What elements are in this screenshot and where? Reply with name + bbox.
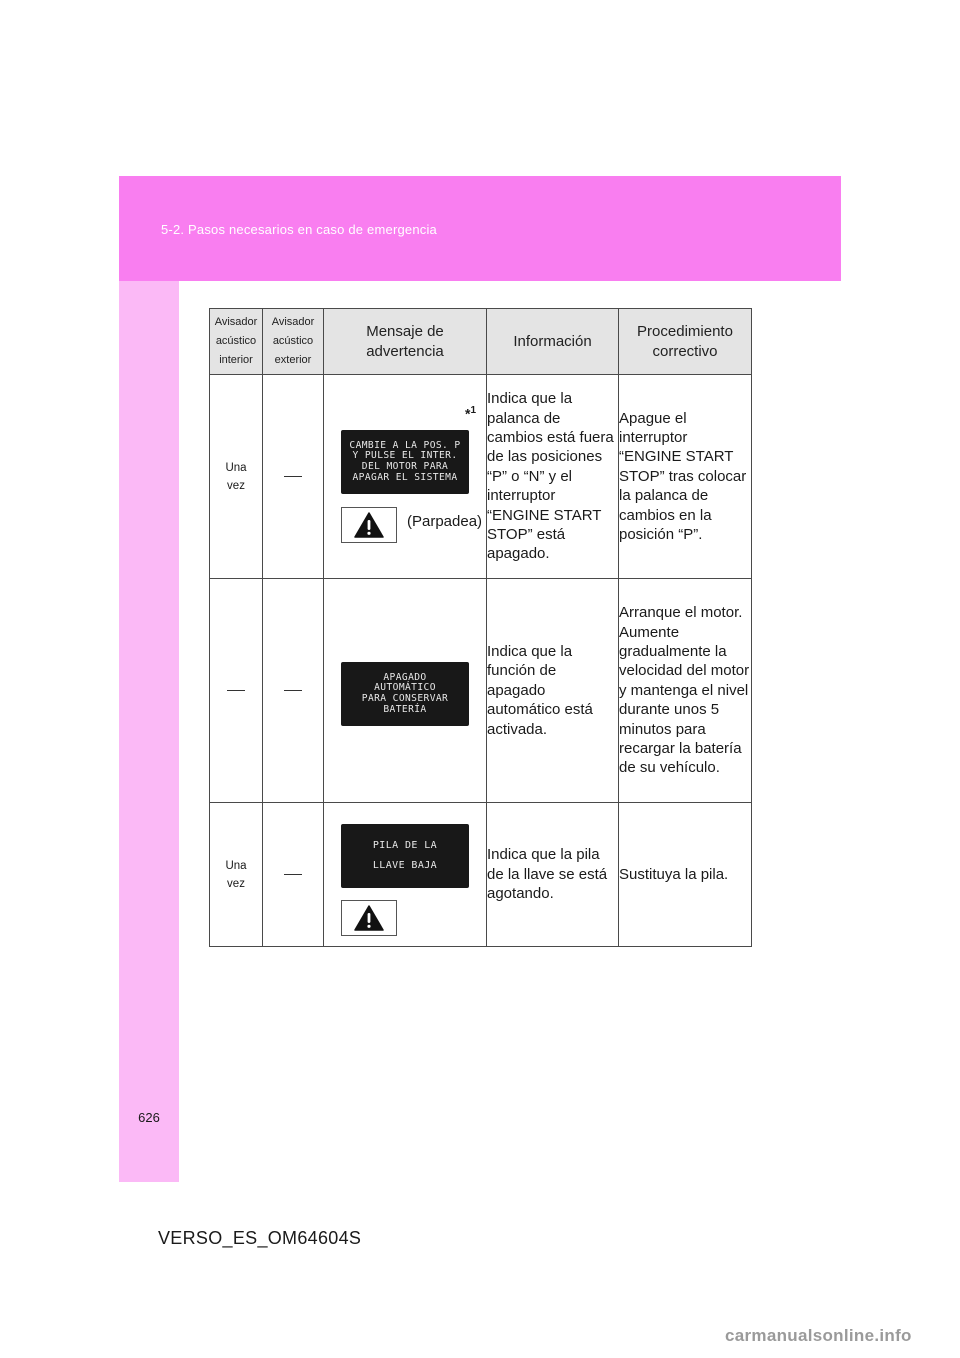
table-row [210, 375, 752, 579]
exterior-buzzer-cell [263, 375, 324, 579]
section-header-band [119, 176, 841, 281]
interior-buzzer-cell [210, 579, 263, 803]
lcd-message-display: PILA DE LA LLAVE BAJA [341, 824, 469, 888]
warning-message-cell [324, 375, 487, 579]
procedure-cell: Sustituya la pila. [619, 803, 752, 947]
side-margin-band [119, 281, 179, 1182]
header-warning-message: Mensaje de advertencia [324, 309, 487, 375]
footnote-mark: *$^1$ [464, 405, 476, 422]
information-cell: Indica que la función de apagado automático está activada. [487, 579, 619, 803]
header-information: Información [487, 309, 619, 375]
interior-buzzer-cell: Una vez [210, 803, 263, 947]
header-procedure: Procedimiento correctivo [619, 309, 752, 375]
header-interior-buzzer: Avisador acústico interior [210, 309, 263, 375]
master-warning-icon [341, 900, 397, 936]
document-code: VERSO_ES_OM64604S [158, 1228, 362, 1248]
none-dash [227, 690, 245, 691]
exterior-buzzer-cell [263, 579, 324, 803]
lcd-message-display: CAMBIE A LA POS. P Y PULSE EL INTER. DEL MOTOR PARA APAGAR EL SISTEMA [341, 430, 469, 494]
warning-message-cell [324, 803, 487, 947]
blink-label: (Parpadea) [407, 513, 483, 530]
table-row [210, 803, 752, 947]
interior-buzzer-cell: Una vez [210, 375, 263, 579]
none-dash [284, 874, 302, 875]
table-header-row [210, 309, 752, 375]
exterior-buzzer-cell [263, 803, 324, 947]
table-row [210, 579, 752, 803]
procedure-cell: Arranque el motor. Aumente gradualmente la velocidad del motor y mantenga el nivel durante unos 5 minutos para recargar la batería de su vehículo. [619, 579, 752, 803]
information-cell: Indica que la palanca de cambios está fuera de las posiciones “P” o “N” y el interruptor “ENGINE START STOP” está apagado. [487, 375, 619, 579]
information-cell: Indica que la pila de la llave se está agotando. [487, 803, 619, 947]
none-dash [284, 476, 302, 477]
none-dash [284, 690, 302, 691]
watermark: carmanualsonline.info [725, 1326, 912, 1345]
warning-table [209, 308, 752, 947]
warning-message-cell [324, 579, 487, 803]
page-number: 626 [138, 1110, 160, 1125]
header-exterior-buzzer: Avisador acústico exterior [263, 309, 324, 375]
section-title: 5-2. Pasos necesarios en caso de emergencia [161, 222, 437, 237]
master-warning-icon [341, 507, 397, 543]
lcd-message-display: APAGADO AUTOMÁTICO PARA CONSERVAR BATERÍA [341, 662, 469, 726]
procedure-cell: Apague el interruptor “ENGINE START STOP” tras colocar la palanca de cambios en la posición “P”. [619, 375, 752, 579]
